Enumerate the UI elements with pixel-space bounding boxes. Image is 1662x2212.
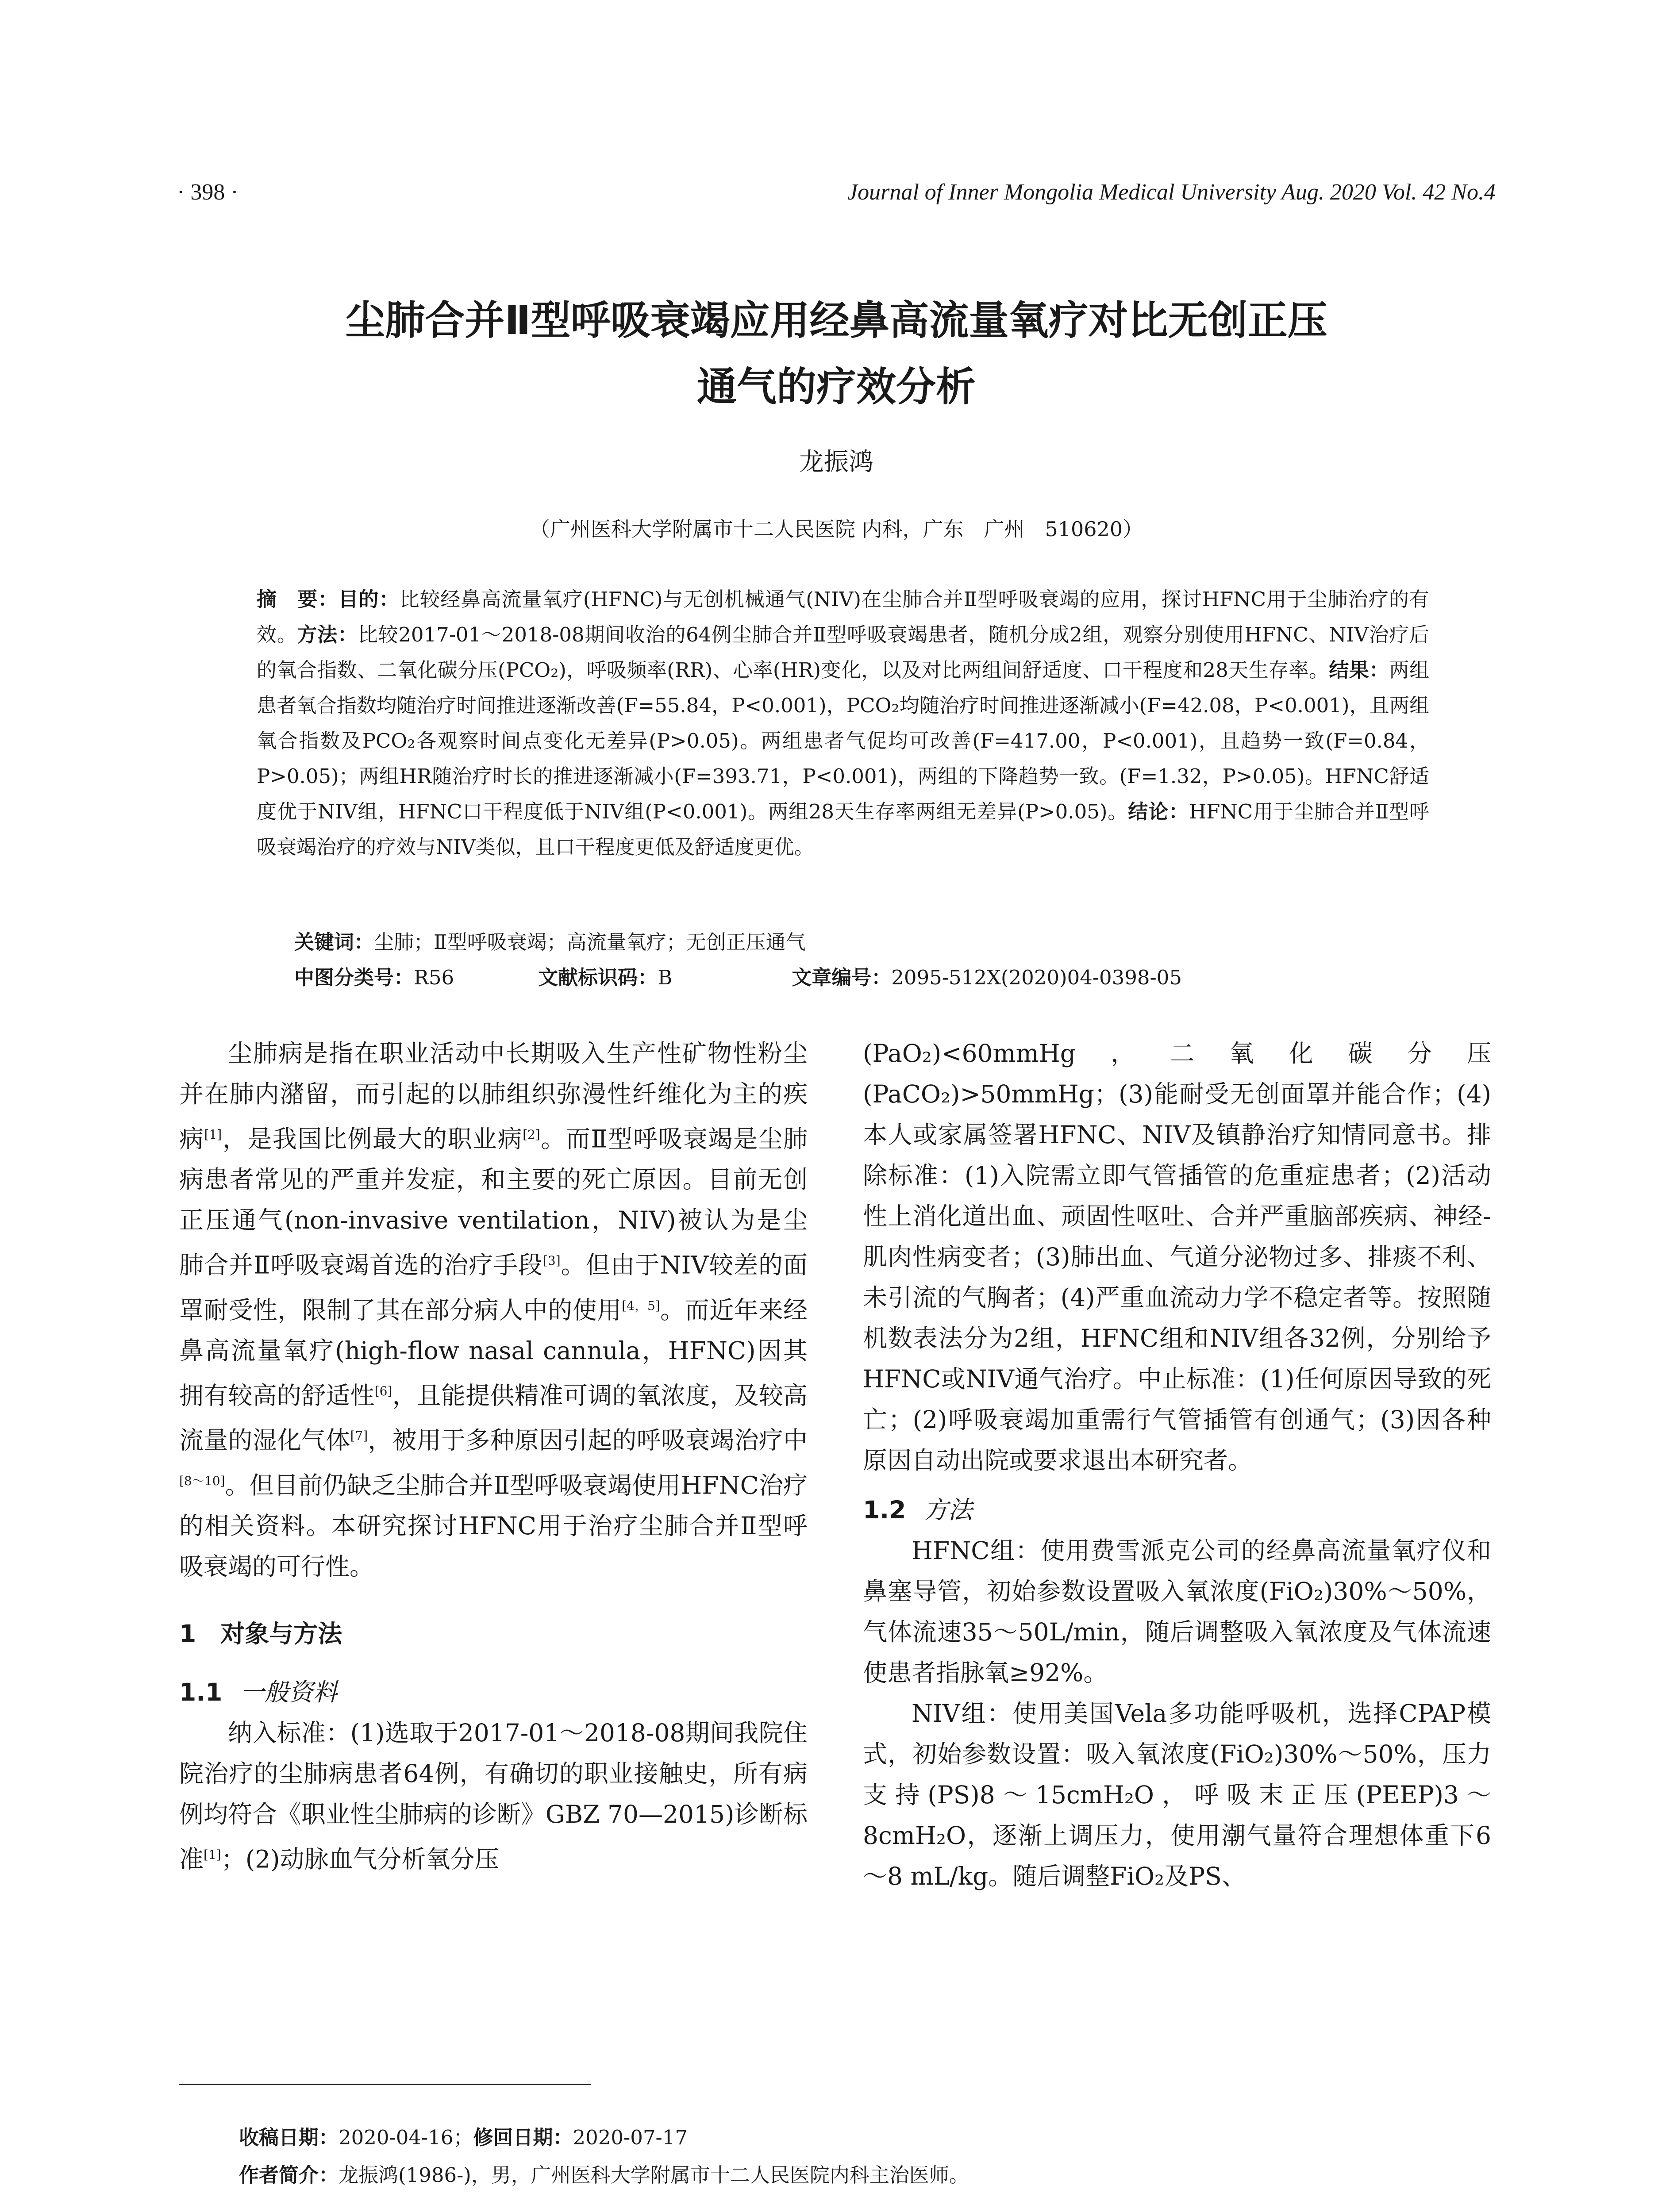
citation-ref[interactable]: [1] <box>204 1127 222 1142</box>
results-text: 两组患者氧合指数均随治疗时间推进逐渐改善(F=55.84，P<0.001)，PCO₂均随治疗时间推进逐渐减小(F=42.08，P<0.001)，且两组氧合指数及PCO₂各观察时间点变化无差异(P>0.05)。两组患者气促均可改善(F=417.00，P<0.001)，且趋势一致(F=0.84，P>0.05)；两组HR随治疗时长的推进逐渐减小(F=393.71，P<0.001)，两组的下降趋势一致。(F=1.32，P>0.05)。HFNC舒适度优于NIV组，HFNC口干程度低于NIV组(P<0.001)。两组28天生存率两组无差异(P>0.05)。 <box>257 658 1429 823</box>
bio-label: 作者简介： <box>239 2163 339 2187</box>
clc-value: R56 <box>414 966 454 989</box>
section-heading-1-1 <box>179 1672 808 1713</box>
section-title: 一般资料 <box>240 1678 338 1706</box>
niv-paragraph: NIV组：使用美国Vela多功能呼吸机，选择CPAP模式，初始参数设置：吸入氧浓度(FiO₂)30%～50%，压力支持(PS)8～15cmH₂O，呼吸末正压(PEEP)3～8cmH₂O，逐渐上调压力，使用潮气量符合理想体重下6～8 mL/kg。随后调整FiO₂及PS、 <box>863 1699 1491 1890</box>
objective-label: 目的： <box>338 588 400 611</box>
conclusion-text: HFNC用于尘肺合并Ⅱ型呼吸衰竭治疗的疗效与NIV类似，且口干程度更低及舒适度更优。 <box>257 800 1429 859</box>
keywords-label: 关键词： <box>294 930 374 954</box>
abstract-label: 摘 要： <box>257 588 339 611</box>
intro-text-d: 。但由于NIV较差的面罩耐受性，限制了其在部分病人中的使用 <box>179 1251 808 1324</box>
section-number: 1.2 <box>863 1496 906 1524</box>
methods-label: 方法： <box>297 623 358 646</box>
section-number: 1.1 <box>179 1678 223 1706</box>
inclusion-paragraph <box>179 1713 808 1879</box>
revised-label: 修回日期： <box>473 2126 573 2149</box>
citation-ref[interactable]: [8～10] <box>179 1473 225 1488</box>
section-title: 方法 <box>923 1496 973 1524</box>
revised-date: 2020-07-17 <box>573 2126 688 2149</box>
hfnc-paragraph: HFNC组：使用费雪派克公司的经鼻高流量氧疗仪和鼻塞导管，初始参数设置吸入氧浓度(FiO₂)30%～50%，气体流速35～50L/min，随后调整吸入氧浓度及气体流速使患者指脉氧≥92%。 <box>863 1536 1491 1687</box>
received-label: 收稿日期： <box>239 2126 339 2149</box>
intro-text-h: 。但目前仍缺乏尘肺合并Ⅱ型呼吸衰竭使用HFNC治疗的相关资料。本研究探讨HFNC用于治疗尘肺合并Ⅱ型呼吸衰竭的可行性。 <box>179 1471 808 1581</box>
affiliation: （广州医科大学附属市十二人民医院 内科，广东 广州 510620） <box>529 517 1143 541</box>
journal-citation: Journal of Inner Mongolia Medical University Aug. 2020 Vol. 42 No.4 <box>847 180 1496 205</box>
criteria-paragraph: (PaO₂)<60mmHg，二氧化碳分压(PaCO₂)>50mmHg；(3)能耐受无创面罩并能合作；(4)本人或家属签署HFNC、NIV及镇静治疗知情同意书。排除标准：(1)入院需立即气管插管的危重症患者；(2)活动性上消化道出血、顽固性呕吐、合并严重脑部疾病、神经-肌肉性病变者；(3)肺出血、气道分泌物过多、排痰不利、未引流的气胸者；(4)严重血流动力学不稳定者等。按照随机数表法分为2组，HFNC组和NIV组各32例，分别给予HFNC或NIV通气治疗。中止标准：(1)任何原因导致的死亡；(2)呼吸衰竭加重需行气管插管有创通气；(3)因各种原因自动出院或要求退出本研究者。 <box>863 1039 1491 1475</box>
citation-ref[interactable]: [1] <box>204 1847 221 1862</box>
doc-code-label: 文献标识码： <box>538 966 658 989</box>
intro-text-c: 。而Ⅱ型呼吸衰竭是尘肺病患者常见的严重并发症，和主要的死亡原因。目前无创正压通气(non-invasive ventilation，NIV)被认为是尘肺合并Ⅱ呼吸衰竭首选的治疗手段 <box>179 1125 808 1279</box>
footnote-bio <box>239 2159 1478 2188</box>
abstract <box>257 582 1429 865</box>
section-heading-1-2 <box>863 1490 1491 1530</box>
author: 龙振鸿 <box>799 448 873 476</box>
intro-text-g: ，被用于多种原因引起的呼吸衰竭治疗中 <box>368 1426 808 1455</box>
intro-text-a: 尘肺病是指在职业活动中长期吸入生产性矿物性粉尘并在肺内潴留，而引起的以肺组织弥漫性纤维化为主的疾病 <box>179 1039 808 1153</box>
article-number-value: 2095-512X(2020)04-0398-05 <box>891 966 1182 989</box>
methods-text: 比较2017-01～2018-08期间收治的64例尘肺合并Ⅱ型呼吸衰竭患者，随机分成2组，观察分别使用HFNC、NIV治疗后的氧合指数、二氧化碳分压(PCO₂)，呼吸频率(RR)、心率(HR)变化，以及对比两组间舒适度、口干程度和28天生存率。 <box>257 623 1429 682</box>
left-column <box>179 1033 808 1879</box>
conclusion-label: 结论： <box>1128 800 1189 823</box>
citation-ref[interactable]: [2] <box>523 1127 540 1142</box>
article-title <box>177 288 1496 420</box>
clc-label: 中图分类号： <box>294 966 414 989</box>
keywords-text: 尘肺；Ⅱ型呼吸衰竭；高流量氧疗；无创正压通气 <box>374 930 806 954</box>
right-column <box>863 1033 1491 1897</box>
title-line-1: 尘肺合并Ⅱ型呼吸衰竭应用经鼻高流量氧疗对比无创正压 <box>345 297 1327 344</box>
intro-text-e: 。而近年来经鼻高流量氧疗(high-flow nasal cannula，HFNC)因其拥有较高的舒适性 <box>179 1295 808 1410</box>
doc-code-value: B <box>658 966 673 989</box>
running-header <box>177 179 1496 210</box>
bio-text: 龙振鸿(1986-)，男，广州医科大学附属市十二人民医院内科主治医师。 <box>339 2163 969 2187</box>
intro-paragraph <box>179 1033 808 1587</box>
citation-ref[interactable]: [7] <box>350 1429 368 1444</box>
keywords <box>294 925 1427 960</box>
intro-text-b: ，是我国比例最大的职业病 <box>222 1125 523 1153</box>
objective-text: 比较经鼻高流量氧疗(HFNC)与无创机械通气(NIV)在尘肺合并Ⅱ型呼吸衰竭的应用，探讨HFNC用于尘肺治疗的有效。 <box>257 588 1429 646</box>
article-number-label: 文章编号： <box>792 966 892 989</box>
page-number: · 398 · <box>177 180 239 205</box>
section-heading-1: 1 对象与方法 <box>179 1619 342 1648</box>
inclusion-text-a: 纳入标准：(1)选取于2017-01～2018-08期间我院住院治疗的尘肺病患者64例，有确切的职业接触史，所有病例均符合《职业性尘肺病的诊断》GBZ 70—2015)诊断标准 <box>179 1718 808 1874</box>
footnote-dates <box>239 2121 1478 2150</box>
title-line-2: 通气的疗效分析 <box>697 364 976 410</box>
citation-ref[interactable]: [3] <box>542 1253 561 1268</box>
results-label: 结果： <box>1329 658 1389 682</box>
citation-ref[interactable]: [6] <box>374 1383 392 1398</box>
footnote-divider <box>179 2084 591 2085</box>
intro-text-f: ，且能提供精准可调的氧浓度，及较高流量的湿化气体 <box>179 1381 808 1455</box>
received-date: 2020-04-16； <box>339 2126 473 2149</box>
inclusion-text-b: ；(2)动脉血气分析氧分压 <box>221 1845 499 1874</box>
citation-ref[interactable]: [4，5] <box>622 1298 660 1313</box>
classification-line <box>294 960 1427 995</box>
